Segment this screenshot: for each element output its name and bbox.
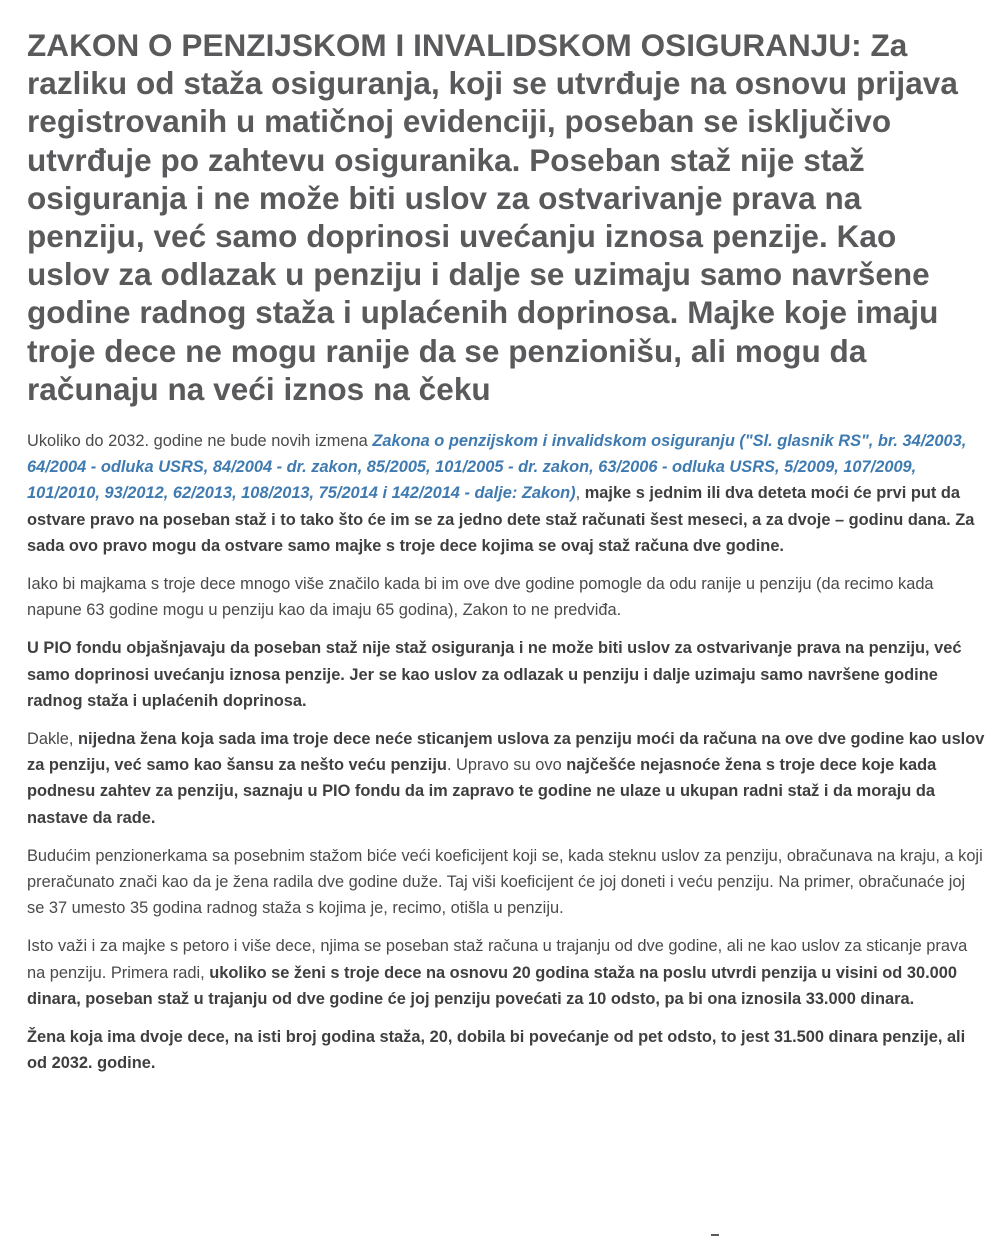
paragraph-text: Žena koja ima dvoje dece, na isti broj godina staža, 20, dobila bi povećanje od pet odsto, to jest 31.500 dinara penzije, ali od 2032. godine. xyxy=(27,1028,966,1073)
article-body xyxy=(27,428,987,1088)
paragraph-no-woman xyxy=(27,726,987,831)
paragraph-text: Iako bi majkama s troje dece mnogo više značilo kada bi im ove dve godine pomogle da odu ranije u penziju (da recimo kada napune 63 godine mogu u penziju kao da imaju 65 godina), Zakon to ne predviđa. xyxy=(27,575,934,620)
law-reference-link[interactable]: Zakona o penzijskom i invalidskom osiguranju ("Sl. glasnik RS", br. 34/2003, 64/2004 - odluka USRS, 84/2004 - dr. zakon, 85/2005, 101/2005 - dr. zakon, 63/2006 - odluka USRS, 5/2009, 107/2009, 101/2010, 93/2012, 62/2013, 108/2013, 75/2014 i 142/2014 - dalje: Zakon) xyxy=(27,432,967,503)
paragraph-lead: Dakle xyxy=(27,730,69,749)
paragraph-coefficient xyxy=(27,843,987,922)
paragraph-retirement-age xyxy=(27,571,987,623)
paragraph-rest: majke s jednim ili dva deteta moći će prvi put da ostvare pravo na poseban staž i to tako što će im se za jedno dete staž računati šest meseci, a za dvoje – godinu dana. Za sada ovo pravo mogu da ostvare samo majke s troje dece kojima se ovaj staž računa dve godine. xyxy=(27,484,975,555)
article-headline: ZAKON O PENZIJSKOM I INVALIDSKOM OSIGURANJU: Za razliku od staža osiguranja, koji se utvrđuje na osnovu prijava registrovanih u matičnoj evidenciji, poseban se isključivo utvrđuje po zahtevu osiguranika. Poseban staž nije staž osiguranja i ne može biti uslov za ostvarivanje prava na penziju, već samo doprinosi uvećanju iznosa penzije. Kao uslov za odlazak u penziju i dalje se uzimaju samo navršene godine radnog staža i uplaćenih doprinosa. Majke koje imaju troje dece ne mogu ranije da se penzionišu, ali mogu da računaju na veći iznos na čeku xyxy=(27,27,958,407)
paragraph-bold: ukoliko se ženi s troje dece na osnovu 20 godina staža na poslu utvrdi penzija u visini od 30.000 dinara, poseban staž u trajanju od dve godine će joj penziju povećati za 10 odsto, pa bi ona iznosila 33.000 dinara. xyxy=(27,963,958,1008)
paragraph-mid: . Upravo su ovo xyxy=(446,756,567,775)
paragraph-two-children xyxy=(27,1024,987,1076)
paragraph-law-reference xyxy=(27,428,987,559)
paragraph-text: U PIO fondu objašnjavaju da poseban staž nije staž osiguranja i ne može biti uslov za ostvarivanje prava na penziju, već samo doprinosi uvećanju iznosa penzije. Jer se kao uslov za odlazak u penziju i dalje uzimaju samo navršene godine radnog staža i uplaćenih doprinosa. xyxy=(27,639,962,710)
paragraph-normal: Isto važi i za majke s petoro i više dece, njima se poseban staž računa u trajanju od dve godine, ali ne kao uslov za sticanje prava na penziju. Primera radi, xyxy=(27,937,968,982)
paragraph-bold-2: najčešće nejasnoće žena s troje dece koje kada podnesu zahtev za penziju, saznaju u PIO fondu da im zapravo te godine ne ulaze u ukupan radni staž i da moraju da nastave da rade. xyxy=(27,756,937,827)
paragraph-intro: Ukoliko do 2032. godine ne bude novih izmena xyxy=(27,432,373,450)
paragraph-bold-1: nijedna žena koja sada ima troje dece neće sticanjem uslova za penziju moći da računa na ove dve godine kao uslov za penziju, već samo kao šansu za nešto veću penziju xyxy=(27,730,985,775)
separator: , xyxy=(68,730,79,749)
paragraph-text: Budućim penzionerkama sa posebnim stažom biće veći koeficijent koji se, kada steknu uslov za penziju, obračunava na kraju, a koji preračunato znači kao da je žena radila dve godine duže. Taj viši koeficijent će joj doneti i veću penziju. Na primer, obračunaće joj se 37 umesto 35 godina radnog staža s kojima je, recimo, otišla u penziju. xyxy=(27,846,983,918)
decorative-mark xyxy=(711,1234,719,1236)
paragraph-pio-fund xyxy=(27,635,987,714)
paragraph-example xyxy=(27,933,987,1012)
separator: , xyxy=(575,484,585,503)
